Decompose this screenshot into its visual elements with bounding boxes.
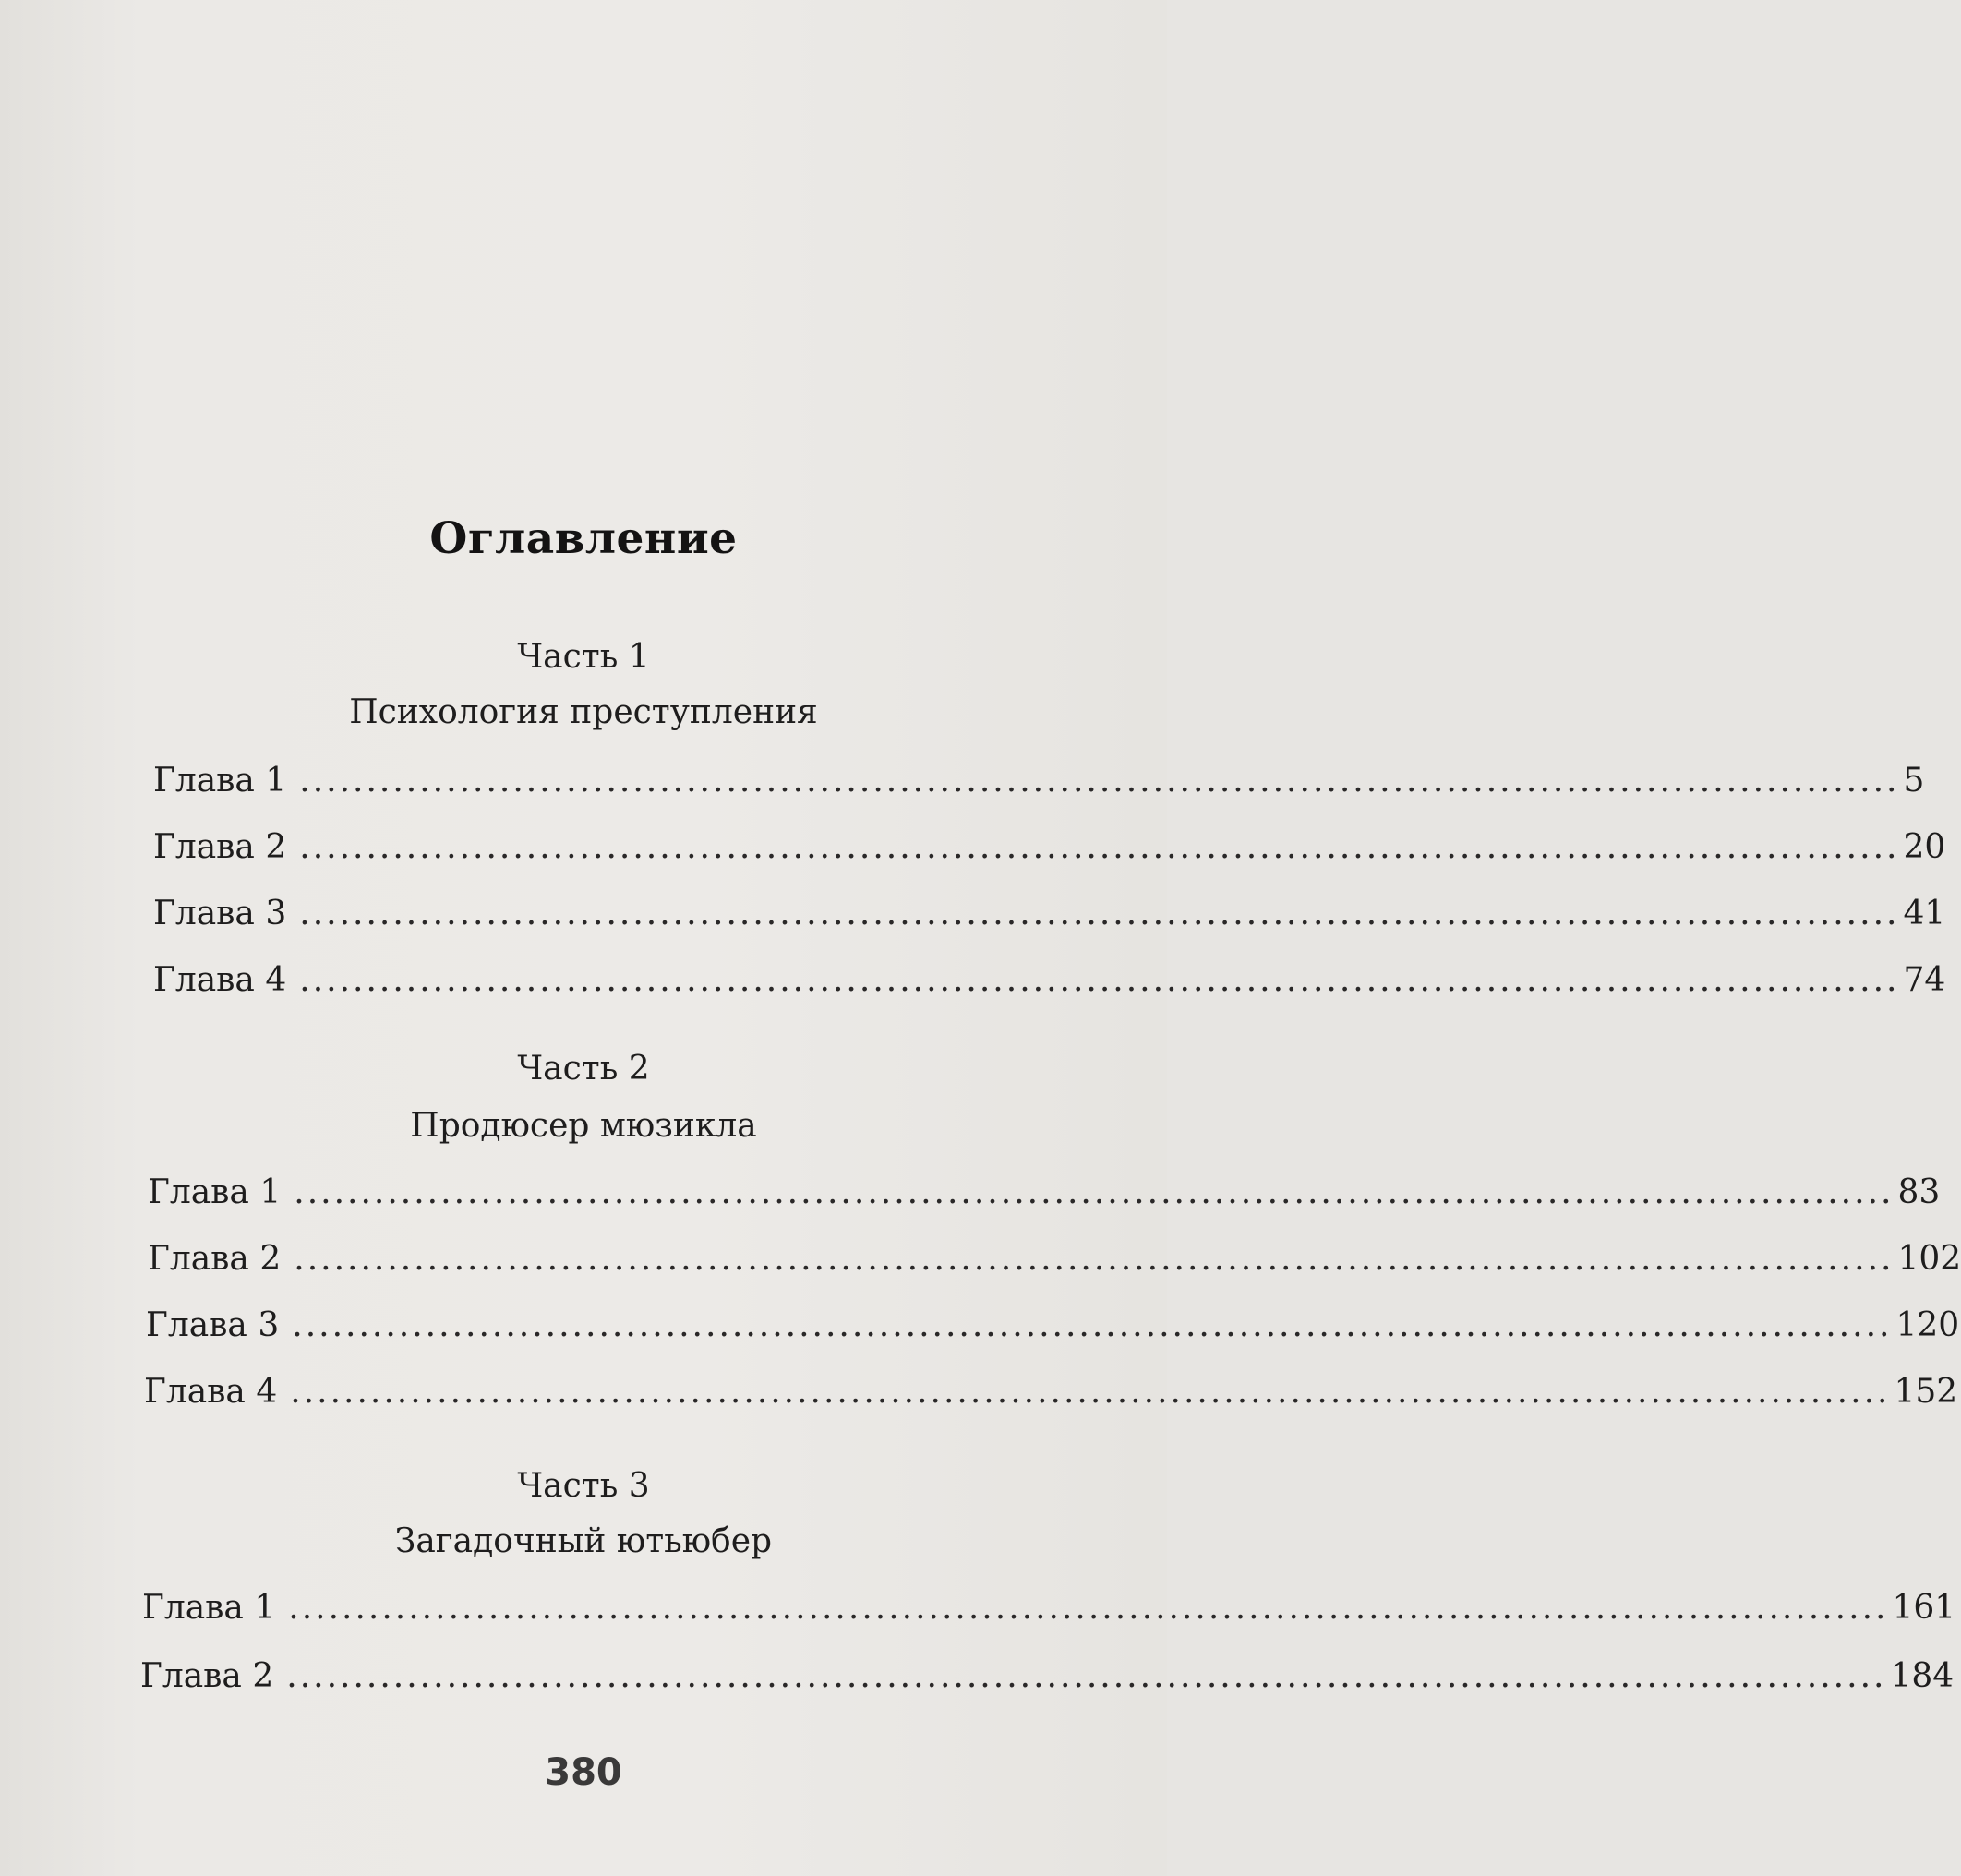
part-1-title: Психология преступления	[349, 693, 818, 731]
dot-leader: ........................................................................................................................	[294, 1173, 1895, 1211]
toc-entry-part1-ch4[interactable]	[153, 958, 1946, 1003]
toc-entry-part2-ch2[interactable]	[148, 1237, 1961, 1281]
chapter-page-number: 83	[1897, 1173, 1941, 1211]
part-2-title: Продюсер мюзикла	[410, 1107, 757, 1145]
chapter-page-number: 20	[1903, 828, 1946, 866]
dot-leader: ........................................................................................................................	[290, 1373, 1891, 1411]
chapter-label: Глава 1	[148, 1173, 282, 1211]
chapter-page-number: 74	[1903, 961, 1946, 999]
chapter-label: Глава 1	[153, 762, 287, 800]
toc-entry-part2-ch1[interactable]	[148, 1171, 1941, 1215]
toc-entry-part1-ch1[interactable]	[153, 759, 1925, 803]
chapter-label: Глава 2	[140, 1657, 274, 1695]
part-1-label: Часть 1	[517, 638, 650, 676]
dot-leader: ........................................................................................................................	[294, 1240, 1895, 1278]
chapter-page-number: 120	[1895, 1306, 1960, 1344]
dot-leader: ........................................................................................................................	[299, 828, 1900, 866]
toc-entry-part2-ch3[interactable]	[146, 1304, 1960, 1348]
dot-leader: ........................................................................................................................	[299, 895, 1900, 932]
chapter-page-number: 184	[1890, 1657, 1955, 1695]
part-3-label: Часть 3	[517, 1467, 650, 1505]
toc-entry-part1-ch3[interactable]	[153, 892, 1946, 936]
dot-leader: ........................................................................................................................	[292, 1306, 1893, 1344]
chapter-label: Глава 1	[142, 1589, 276, 1627]
chapter-page-number: 5	[1903, 762, 1925, 800]
chapter-label: Глава 2	[153, 828, 287, 866]
dot-leader: ........................................................................................................................	[288, 1589, 1889, 1627]
toc-entry-part3-ch1[interactable]	[142, 1586, 1956, 1630]
chapter-label: Глава 3	[153, 895, 287, 932]
chapter-page-number: 152	[1894, 1373, 1958, 1411]
chapter-label: Глава 4	[144, 1373, 278, 1411]
toc-entry-part3-ch2[interactable]	[140, 1654, 1955, 1699]
chapter-page-number: 102	[1897, 1240, 1961, 1278]
part-2-label: Часть 2	[517, 1050, 650, 1088]
chapter-label: Глава 2	[148, 1240, 282, 1278]
page-title: Оглавление	[429, 513, 738, 564]
toc-entry-part2-ch4[interactable]	[144, 1370, 1958, 1414]
chapter-label: Глава 4	[153, 961, 287, 999]
dot-leader: ........................................................................................................................	[286, 1657, 1887, 1695]
dot-leader: ........................................................................................................................	[299, 961, 1900, 999]
chapter-label: Глава 3	[146, 1306, 280, 1344]
chapter-page-number: 41	[1903, 895, 1946, 932]
toc-entry-part1-ch2[interactable]	[153, 825, 1946, 870]
part-3-title: Загадочный ютьюбер	[394, 1522, 773, 1560]
page-number: 380	[545, 1751, 622, 1794]
chapter-page-number: 161	[1892, 1589, 1956, 1627]
dot-leader: ........................................................................................................................	[299, 762, 1900, 800]
